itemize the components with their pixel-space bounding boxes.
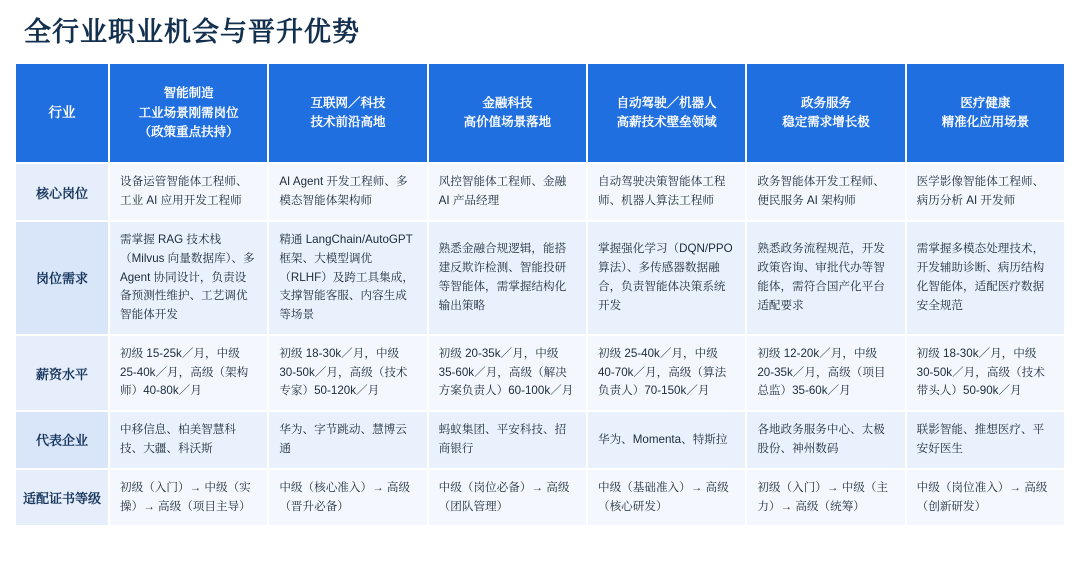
table-cell: 风控智能体工程师、金融 AI 产品经理 (429, 164, 586, 220)
header-line: 稳定需求增长极 (782, 115, 870, 130)
table-cell: AI Agent 开发工程师、多模态智能体架构师 (269, 164, 426, 220)
table-cell: 初级（入门）→ 中级（实操）→ 高级（项目主导） (110, 470, 267, 526)
table-cell: 自动驾驶决策智能体工程师、机器人算法工程师 (588, 164, 745, 220)
header-line: 互联网／科技 (310, 96, 386, 111)
table-cell: 需掌握 RAG 技术栈（Milvus 向量数据库）、多 Agent 协同设计，负责设备预测性维护、工艺调优智能体开发 (110, 222, 267, 334)
table-cell: 各地政务服务中心、太极股份、神州数码 (747, 412, 904, 468)
table-cell: 医学影像智能体工程师、病历分析 AI 开发师 (907, 164, 1064, 220)
table-cell: 掌握强化学习（DQN/PPO 算法）、多传感器数据融合，负责智能体决策系统开发 (588, 222, 745, 334)
table-cell: 中级（岗位必备）→ 高级（团队管理） (429, 470, 586, 526)
header-line: 技术前沿高地 (310, 115, 386, 130)
header-line: （政策重点扶持） (138, 125, 239, 140)
table-cell: 中级（核心准入）→ 高级（晋升必备） (269, 470, 426, 526)
table-cell: 政务智能体开发工程师、便民服务 AI 架构师 (747, 164, 904, 220)
table-row (16, 336, 1064, 410)
table-cell: 联影智能、推想医疗、平安好医生 (907, 412, 1064, 468)
row-label-salary-level: 薪资水平 (16, 336, 108, 410)
industry-matrix-table (14, 62, 1066, 527)
table-cell: 中移信息、柏美智慧科技、大疆、科沃斯 (110, 412, 267, 468)
header-line: 金融科技 (482, 96, 533, 111)
table-cell: 华为、字节跳动、慧博云通 (269, 412, 426, 468)
column-header-government-services (747, 64, 904, 162)
table-cell: 初级 15-25k／月，中级 25-40k／月，高级（架构师）40-80k／月 (110, 336, 267, 410)
header-line: 高价值场景落地 (463, 115, 552, 130)
row-label-job-requirements: 岗位需求 (16, 222, 108, 334)
header-row (16, 64, 1064, 162)
page-title: 全行业职业机会与晋升优势 (24, 17, 360, 47)
table-cell: 初级 18-30k／月，中级 30-50k／月，高级（技术专家）50-120k／月 (269, 336, 426, 410)
table-cell: 蚂蚁集团、平安科技、招商银行 (429, 412, 586, 468)
table-cell: 初级 25-40k／月，中级 40-70k／月，高级（算法负责人）70-150k／月 (588, 336, 745, 410)
column-header-healthcare (907, 64, 1064, 162)
header-line: 政务服务 (800, 96, 851, 111)
table-row (16, 164, 1064, 220)
column-header-internet-tech (269, 64, 426, 162)
table-cell: 华为、Momenta、特斯拉 (588, 412, 745, 468)
column-header-industry (16, 64, 108, 162)
column-header-fintech (429, 64, 586, 162)
header-line: 医疗健康 (960, 96, 1011, 111)
table-cell: 熟悉金融合规逻辑，能搭建反欺诈检测、智能投研等智能体，需掌握结构化输出策略 (429, 222, 586, 334)
table-cell: 中级（基础准入）→ 高级（核心研发） (588, 470, 745, 526)
table-body (16, 164, 1064, 525)
table-cell: 熟悉政务流程规范，开发政策咨询、审批代办等智能体，需符合国产化平台适配要求 (747, 222, 904, 334)
table-cell: 初级 12-20k／月，中级 20-35k／月，高级（项目总监）35-60k／月 (747, 336, 904, 410)
table-row (16, 412, 1064, 468)
table-header (16, 64, 1064, 162)
table-cell: 初级 20-35k／月，中级 35-60k／月，高级（解决方案负责人）60-100k／月 (429, 336, 586, 410)
header-line: 工业场景刚需岗位 (138, 105, 239, 120)
table-cell: 初级（入门）→ 中级（主力）→ 高级（统筹） (747, 470, 904, 526)
header-line: 智能制造 (163, 86, 214, 101)
column-header-smart-manufacturing (110, 64, 267, 162)
table-cell: 需掌握多模态处理技术，开发辅助诊断、病历结构化智能体，适配医疗数据安全规范 (907, 222, 1064, 334)
table-row (16, 470, 1064, 526)
row-label-representative-companies: 代表企业 (16, 412, 108, 468)
header-line: 精准化应用场景 (941, 115, 1030, 130)
header-line: 高薪技术壁垒领域 (616, 115, 717, 130)
column-header-autonomous-driving-robotics (588, 64, 745, 162)
table-cell: 精通 LangChain/AutoGPT 框架、大模型调优（RLHF）及跨工具集成，支撑智能客服、内容生成等场景 (269, 222, 426, 334)
header-line: 自动驾驶／机器人 (616, 96, 717, 111)
table-cell: 中级（岗位准入）→ 高级（创新研发） (907, 470, 1064, 526)
table-cell: 初级 18-30k／月，中级 30-50k／月，高级（技术带头人）50-90k／月 (907, 336, 1064, 410)
table-cell: 设备运管智能体工程师、工业 AI 应用开发工程师 (110, 164, 267, 220)
table-row (16, 222, 1064, 334)
row-label-core-positions: 核心岗位 (16, 164, 108, 220)
row-label-certificate-level: 适配证书等级 (16, 470, 108, 526)
header-line: 行业 (48, 104, 76, 120)
